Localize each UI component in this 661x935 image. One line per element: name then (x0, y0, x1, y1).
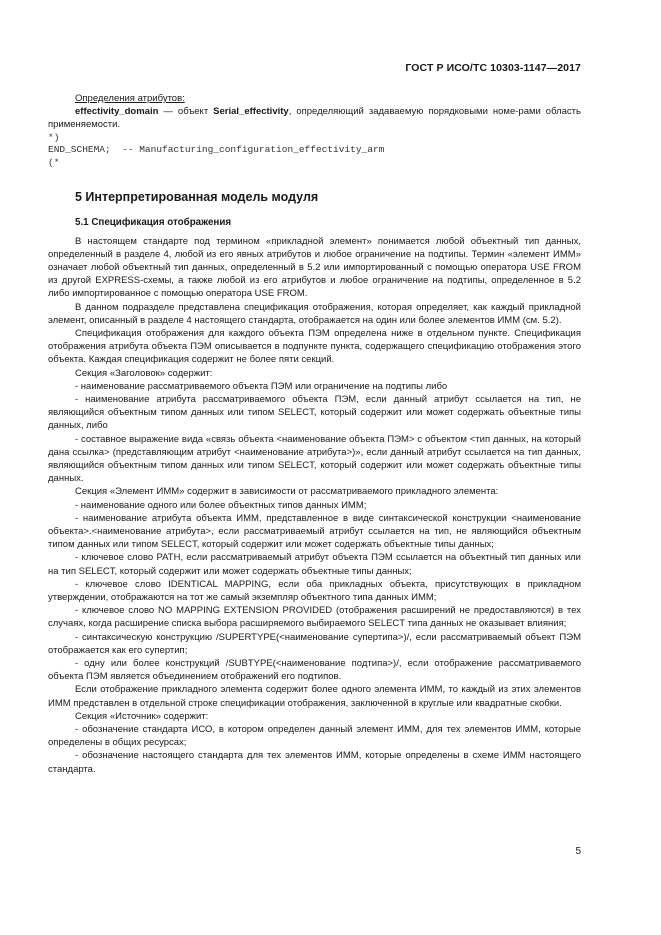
section-title: 5 Интерпретированная модель модуля (75, 190, 319, 205)
page-number: 5 (575, 846, 581, 857)
paragraph: Секция «Источник» содержит: (75, 710, 209, 722)
list-item: - синтаксическую конструкцию /SUPERTYPE(<наименование супертипа>)/, если рассматриваемый объект ПЭМ отображается как его супертип; (48, 631, 581, 656)
document-header: ГОСТ Р ИСО/ТС 10303-1147—2017 (405, 62, 581, 74)
code-line-2: END_SCHEMA; -- Manufacturing_configuration_effectivity_arm (48, 144, 385, 156)
paragraph: Спецификация отображения для каждого объекта ПЭМ определена ниже в отдельном пункте. Спецификация отображения атрибута объекта ПЭМ описывается в подпункте пункта, содержащего спецификацию отображения этого объекта. Каждая спецификация содержит не более пяти секций. (48, 327, 581, 366)
list-item: - ключевое слово IDENTICAL MAPPING, если оба прикладных объекта, присутствующих в прикладном утверждении, отображаются на тот же самый экземпляр объектного типа данных ИММ; (48, 578, 581, 603)
list-item: - ключевое слово PATH, если рассматриваемый атрибут объекта ПЭМ ссылается на объектный тип данных или на тип SELECT, который содержит или может содержать объектные типы данных; (48, 552, 581, 577)
subsection-title: 5.1 Спецификация отображения (75, 217, 232, 229)
attributes-heading-text: Определения атрибутов: (75, 93, 185, 104)
paragraph: В настоящем стандарте под термином «прикладной элемент» понимается любой объектный тип данных, определенный в разделе 4, любой из его явных атрибутов и любое ограничение на подтипы. Термин «элемент ИММ» означает любой объектный тип данных, определенный в 5.2 или импортированный с помощью оператора USE FROM из другой EXPRESS-схемы, а также любой из его атрибутов и любое ограничение на подтипы, определенное в 5.2 либо импортированное с помощью оператора USE FROM. (48, 235, 581, 300)
paragraphs (48, 235, 581, 776)
attribute-name: effectivity_domain (75, 106, 159, 118)
list-item: - обозначение настоящего стандарта для тех элементов ИММ, которые определены в схеме ИММ настоящего стандарта. (48, 750, 581, 775)
page-body (48, 92, 581, 776)
paragraph: В данном подразделе представлена спецификация отображения, которая определяет, как каждый прикладной элемент, описанный в разделе 4 настоящего стандарта, отображается на один или более элементов ИММ (см. 5.2). (48, 301, 581, 326)
list-item: - наименование атрибута рассматриваемого объекта ПЭМ, если данный атрибут ссылается на тип, не являющийся объектным типом данных или типом SELECT, который содержит или может содержать объектные типы данных, либо (48, 393, 581, 432)
list-item: - обозначение стандарта ИСО, в котором определен данный элемент ИММ, для тех элементов ИММ, которые определены в общих ресурсах; (48, 724, 581, 749)
attribute-text-2: , определяющий задаваемую порядковыми номе-рами область применяемости. (48, 106, 581, 131)
list-item: - ключевое слово NO MAPPING EXTENSION PROVIDED (отображения расширений не предоставляются) в тех случаях, когда расширение списка выбора расширяемого выбираемого SELECT типа данных не оказывает влияния; (48, 605, 581, 630)
list-item: - одну или более конструкций /SUBTYPE(<наименование подтипа>)/, если отображение рассматриваемого объекта ПЭМ является объединением отображений его подтипов. (48, 658, 581, 683)
attributes-heading (48, 92, 581, 105)
code-line-3: (* (48, 156, 60, 168)
attribute-definition (48, 105, 581, 131)
list-item: - наименование атрибута объекта ИММ, представленное в виде синтаксической конструкции <наименование объекта>.<наименование атрибута>, если рассматриваемый атрибут ссылается на тип, не являющийся объектным типом данных или типом SELECT, который содержит или может содержать объектные типы данных; (48, 512, 581, 551)
paragraph: Секция «Заголовок» содержит: (75, 367, 213, 379)
list-item: - наименование одного или более объектных типов данных ИММ; (75, 499, 367, 511)
attribute-text-1: — объект (158, 106, 214, 118)
list-item: - наименование рассматриваемого объекта ПЭМ или ограничение на подтипы либо (75, 380, 448, 392)
paragraph: Если отображение прикладного элемента содержит более одного элемента ИММ, то каждый из этих элементов ИММ представлен в отдельной строке спецификации отображения, заключенной в круглые или квадратные скобки. (48, 684, 581, 709)
attribute-object: Serial_effectivity (213, 106, 289, 118)
code-line-1: *) (48, 131, 60, 143)
list-item: - составное выражение вида «связь объекта <наименование объекта ПЭМ> с объектом <тип данных, на который дана ссылка> (представляющим атрибут <наименование атрибута>)», если данный атрибут ссылается на тип данных, являющийся объектным типом данных или типом SELECT, который содержит или может содержать объектные типы данных. (48, 433, 581, 485)
paragraph: Секция «Элемент ИММ» содержит в зависимости от рассматриваемого прикладного элемента: (75, 486, 499, 498)
